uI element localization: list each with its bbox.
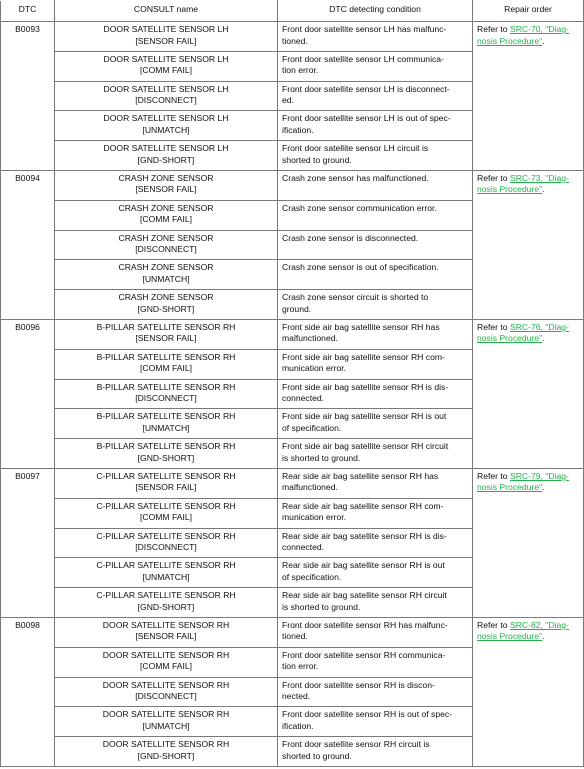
- consult-name-line: DOOR SATELLITE SENSOR LH: [103, 24, 229, 34]
- diagnosis-procedure-link[interactable]: nosis Procedure": [477, 482, 543, 493]
- consult-name-line: [COMM FAIL]: [139, 65, 193, 76]
- detecting-condition-cell: [278, 260, 473, 290]
- detecting-condition-cell: [278, 498, 473, 528]
- consult-name-cell: [55, 737, 278, 767]
- repair-order-line: [477, 620, 579, 632]
- detecting-condition-cell: [278, 439, 473, 469]
- detecting-condition-line: Front door satellite sensor RH is out of spec-: [282, 709, 453, 720]
- consult-name-line: [COMM FAIL]: [139, 363, 193, 374]
- diagnosis-procedure-link[interactable]: nosis Procedure": [477, 631, 543, 642]
- detecting-condition-line: of specification.: [282, 571, 342, 582]
- repair-period-text: .: [542, 35, 545, 46]
- detecting-condition-cell: [278, 677, 473, 707]
- consult-name-line: [UNMATCH]: [142, 720, 190, 731]
- repair-order-line: [477, 631, 579, 643]
- consult-name-line: C-PILLAR SATELLITE SENSOR RH: [96, 500, 236, 511]
- consult-name-line: CRASH ZONE SENSOR: [118, 292, 214, 303]
- detecting-condition-cell: [278, 200, 473, 230]
- table-header: [1, 1, 584, 22]
- consult-name-line: DOOR SATELLITE SENSOR LH: [103, 113, 229, 124]
- detecting-condition-cell: [278, 22, 473, 52]
- consult-name-cell: [55, 349, 278, 379]
- detecting-condition-cell: [278, 170, 473, 200]
- consult-name-line: CRASH ZONE SENSOR: [118, 172, 214, 183]
- detecting-condition-cell: [278, 558, 473, 588]
- consult-name-cell: [55, 290, 278, 320]
- detecting-condition-line: ification.: [282, 124, 314, 135]
- consult-name-line: [UNMATCH]: [142, 124, 190, 135]
- detecting-condition-line: Front door satellite sensor RH communica-: [282, 649, 446, 660]
- consult-name-cell: [55, 617, 278, 647]
- consult-name-cell: [55, 200, 278, 230]
- consult-name-cell: [55, 439, 278, 469]
- consult-name-cell: [55, 260, 278, 290]
- dtc-code: B0097: [1, 468, 55, 617]
- detecting-condition-cell: [278, 588, 473, 618]
- consult-name-line: [DISCONNECT]: [135, 244, 197, 255]
- detecting-condition-line: Front side air bag satellite sensor RH circuit: [282, 441, 449, 452]
- consult-name-line: B-PILLAR SATELLITE SENSOR RH: [96, 351, 236, 362]
- detecting-condition-line: munication error.: [282, 512, 347, 523]
- detecting-condition-cell: [278, 230, 473, 260]
- detecting-condition-line: malfunctioned.: [282, 333, 338, 344]
- detecting-condition-line: tioned.: [282, 35, 308, 46]
- detecting-condition-line: Crash zone sensor is out of specification.: [282, 262, 439, 273]
- detecting-condition-line: Front door satellite sensor LH circuit is: [282, 143, 429, 154]
- detecting-condition-cell: [278, 319, 473, 349]
- consult-name-line: [COMM FAIL]: [139, 661, 193, 672]
- detecting-condition-line: Front door satellite sensor RH is discon-: [282, 679, 435, 690]
- detecting-condition-line: Front door satellite sensor LH is disconnect-: [282, 83, 450, 94]
- diagnosis-procedure-link[interactable]: SRC-76, "Diag-: [509, 321, 569, 332]
- diagnosis-procedure-link[interactable]: SRC-73, "Diag-: [509, 172, 569, 183]
- detecting-condition-line: Front door satellite sensor RH circuit is: [282, 739, 430, 750]
- consult-name-cell: [55, 22, 278, 52]
- repair-refer-text: Refer to: [477, 470, 510, 481]
- diagnosis-procedure-link[interactable]: SRC-70, "Diag-: [509, 24, 569, 34]
- consult-name-line: CRASH ZONE SENSOR: [118, 262, 214, 273]
- detecting-condition-line: Crash zone sensor circuit is shorted to: [282, 292, 429, 303]
- detecting-condition-line: Front side air bag satellite sensor RH has: [282, 321, 440, 332]
- table-row: [1, 617, 584, 647]
- consult-name-line: DOOR SATELLITE SENSOR RH: [102, 679, 230, 690]
- consult-name-line: [GND-SHORT]: [137, 303, 195, 314]
- consult-name-line: C-PILLAR SATELLITE SENSOR RH: [96, 590, 236, 601]
- repair-refer-text: Refer to: [477, 619, 510, 630]
- detecting-condition-line: ed.: [282, 95, 294, 106]
- consult-name-line: DOOR SATELLITE SENSOR LH: [103, 143, 229, 154]
- consult-name-cell: [55, 558, 278, 588]
- detecting-condition-line: malfunctioned.: [282, 482, 338, 493]
- detecting-condition-line: Rear side air bag satellite sensor RH com-: [282, 500, 444, 511]
- repair-order-line: [477, 333, 579, 345]
- consult-name-line: [UNMATCH]: [142, 422, 190, 433]
- detecting-condition-cell: [278, 51, 473, 81]
- consult-name-cell: [55, 498, 278, 528]
- detecting-condition-cell: [278, 528, 473, 558]
- consult-name-line: [SENSOR FAIL]: [135, 184, 197, 195]
- consult-name-line: C-PILLAR SATELLITE SENSOR RH: [96, 560, 236, 571]
- consult-name-line: [COMM FAIL]: [139, 214, 193, 225]
- detecting-condition-line: is shorted to ground.: [282, 452, 361, 463]
- repair-refer-text: Refer to: [477, 24, 510, 34]
- repair-order-cell: [473, 319, 584, 468]
- detecting-condition-line: tioned.: [282, 631, 308, 642]
- consult-name-line: [SENSOR FAIL]: [135, 631, 197, 642]
- table-row: [1, 319, 584, 349]
- detecting-condition-line: tion error.: [282, 65, 319, 76]
- consult-name-cell: [55, 170, 278, 200]
- detecting-condition-line: Rear side air bag satellite sensor RH circuit: [282, 590, 447, 601]
- detecting-condition-line: ground.: [282, 303, 312, 314]
- detecting-condition-cell: [278, 737, 473, 767]
- consult-name-line: [DISCONNECT]: [135, 542, 197, 553]
- detecting-condition-line: Front door satellite sensor LH communica-: [282, 53, 444, 64]
- table-row: [1, 22, 584, 52]
- consult-name-line: [GND-SHORT]: [137, 154, 195, 165]
- consult-name-cell: [55, 319, 278, 349]
- consult-name-line: CRASH ZONE SENSOR: [118, 232, 214, 243]
- detecting-condition-line: Crash zone sensor is disconnected.: [282, 232, 419, 243]
- detecting-condition-line: Front side air bag satellite sensor RH is dis-: [282, 381, 449, 392]
- consult-name-cell: [55, 81, 278, 111]
- repair-order-cell: [473, 170, 584, 319]
- detecting-condition-cell: [278, 111, 473, 141]
- repair-period-text: .: [542, 333, 545, 344]
- detecting-condition-line: shorted to ground.: [282, 750, 352, 761]
- detecting-condition-line: nected.: [282, 691, 311, 702]
- consult-name-cell: [55, 528, 278, 558]
- consult-name-cell: [55, 468, 278, 498]
- dtc-code: B0098: [1, 617, 55, 766]
- detecting-condition-line: munication error.: [282, 363, 347, 374]
- consult-name-line: [SENSOR FAIL]: [135, 35, 197, 46]
- repair-order-line: [477, 471, 579, 483]
- header-repair-order: Repair order: [473, 1, 584, 22]
- consult-name-line: DOOR SATELLITE SENSOR RH: [102, 619, 230, 630]
- repair-order-cell: [473, 617, 584, 766]
- repair-order-line: [477, 36, 579, 48]
- consult-name-line: CRASH ZONE SENSOR: [118, 202, 214, 213]
- detecting-condition-line: Rear side air bag satellite sensor RH is dis-: [282, 530, 447, 541]
- detecting-condition-cell: [278, 141, 473, 171]
- detecting-condition-line: Front door satellite sensor RH has malfunc-: [282, 619, 448, 630]
- detecting-condition-line: ification.: [282, 720, 314, 731]
- table-row: [1, 468, 584, 498]
- header-dtc: DTC: [1, 1, 55, 22]
- consult-name-line: C-PILLAR SATELLITE SENSOR RH: [96, 530, 236, 541]
- dtc-code: B0096: [1, 319, 55, 468]
- detecting-condition-cell: [278, 647, 473, 677]
- detecting-condition-line: Front side air bag satellite sensor RH com-: [282, 351, 445, 362]
- consult-name-cell: [55, 409, 278, 439]
- consult-name-cell: [55, 588, 278, 618]
- repair-order-line: [477, 173, 579, 185]
- detecting-condition-cell: [278, 409, 473, 439]
- consult-name-cell: [55, 677, 278, 707]
- detecting-condition-line: Rear side air bag satellite sensor RH has: [282, 470, 439, 481]
- detecting-condition-line: of specification.: [282, 422, 342, 433]
- repair-order-line: [477, 24, 579, 36]
- diagnosis-procedure-link[interactable]: SRC-79, "Diag-: [509, 470, 569, 481]
- consult-name-cell: [55, 230, 278, 260]
- consult-name-line: DOOR SATELLITE SENSOR LH: [103, 83, 229, 94]
- repair-period-text: .: [542, 482, 545, 493]
- consult-name-line: DOOR SATELLITE SENSOR LH: [103, 53, 229, 64]
- detecting-condition-cell: [278, 379, 473, 409]
- detecting-condition-line: Crash zone sensor has malfunctioned.: [282, 172, 429, 183]
- consult-name-line: [DISCONNECT]: [135, 691, 197, 702]
- consult-name-cell: [55, 111, 278, 141]
- consult-name-line: DOOR SATELLITE SENSOR RH: [102, 649, 230, 660]
- header-detecting-condition: DTC detecting condition: [278, 1, 473, 22]
- detecting-condition-cell: [278, 617, 473, 647]
- repair-order-line: [477, 322, 579, 334]
- detecting-condition-line: tion error.: [282, 661, 319, 672]
- consult-name-line: B-PILLAR SATELLITE SENSOR RH: [96, 321, 236, 332]
- repair-order-cell: [473, 468, 584, 617]
- repair-period-text: .: [542, 631, 545, 642]
- repair-order-line: [477, 482, 579, 494]
- repair-refer-text: Refer to: [477, 172, 510, 183]
- detecting-condition-cell: [278, 290, 473, 320]
- consult-name-line: B-PILLAR SATELLITE SENSOR RH: [96, 381, 236, 392]
- repair-refer-text: Refer to: [477, 321, 510, 332]
- consult-name-cell: [55, 379, 278, 409]
- detecting-condition-line: Front door satellite sensor LH has malfunc-: [282, 24, 447, 34]
- consult-name-cell: [55, 647, 278, 677]
- detecting-condition-line: connected.: [282, 393, 325, 404]
- detecting-condition-line: shorted to ground.: [282, 154, 352, 165]
- table-row: [1, 170, 584, 200]
- consult-name-line: [GND-SHORT]: [137, 750, 195, 761]
- dtc-code: B0094: [1, 170, 55, 319]
- consult-name-line: [DISCONNECT]: [135, 95, 197, 106]
- detecting-condition-line: connected.: [282, 542, 325, 553]
- repair-order-line: [477, 184, 579, 196]
- consult-name-line: [UNMATCH]: [142, 571, 190, 582]
- consult-name-line: [GND-SHORT]: [137, 601, 195, 612]
- detecting-condition-cell: [278, 707, 473, 737]
- repair-order-cell: [473, 22, 584, 171]
- table-body: [1, 22, 584, 767]
- consult-name-line: C-PILLAR SATELLITE SENSOR RH: [96, 470, 236, 481]
- diagnosis-procedure-link[interactable]: nosis Procedure": [477, 35, 543, 46]
- repair-period-text: .: [542, 184, 545, 195]
- dtc-code: B0093: [1, 22, 55, 171]
- header-consult-name: CONSULT name: [55, 1, 278, 22]
- consult-name-line: [COMM FAIL]: [139, 512, 193, 523]
- consult-name-line: [SENSOR FAIL]: [135, 333, 197, 344]
- consult-name-line: B-PILLAR SATELLITE SENSOR RH: [96, 441, 236, 452]
- consult-name-cell: [55, 141, 278, 171]
- consult-name-cell: [55, 707, 278, 737]
- detecting-condition-cell: [278, 349, 473, 379]
- detecting-condition-cell: [278, 468, 473, 498]
- consult-name-line: [SENSOR FAIL]: [135, 482, 197, 493]
- consult-name-line: [GND-SHORT]: [137, 452, 195, 463]
- detecting-condition-line: Crash zone sensor communication error.: [282, 202, 437, 213]
- detecting-condition-line: Front side air bag satellite sensor RH is out: [282, 411, 447, 422]
- consult-name-cell: [55, 51, 278, 81]
- detecting-condition-line: Front door satellite sensor LH is out of spec-: [282, 113, 451, 124]
- diagnosis-procedure-link[interactable]: nosis Procedure": [477, 184, 543, 195]
- diagnosis-procedure-link[interactable]: SRC-82, "Diag-: [509, 619, 569, 630]
- detecting-condition-line: is shorted to ground.: [282, 601, 361, 612]
- consult-name-line: [DISCONNECT]: [135, 393, 197, 404]
- diagnosis-procedure-link[interactable]: nosis Procedure": [477, 333, 543, 344]
- consult-name-line: B-PILLAR SATELLITE SENSOR RH: [96, 411, 236, 422]
- consult-name-line: DOOR SATELLITE SENSOR RH: [102, 709, 230, 720]
- detecting-condition-cell: [278, 81, 473, 111]
- consult-name-line: [UNMATCH]: [142, 273, 190, 284]
- detecting-condition-line: Rear side air bag satellite sensor RH is out: [282, 560, 445, 571]
- consult-name-line: DOOR SATELLITE SENSOR RH: [102, 739, 230, 750]
